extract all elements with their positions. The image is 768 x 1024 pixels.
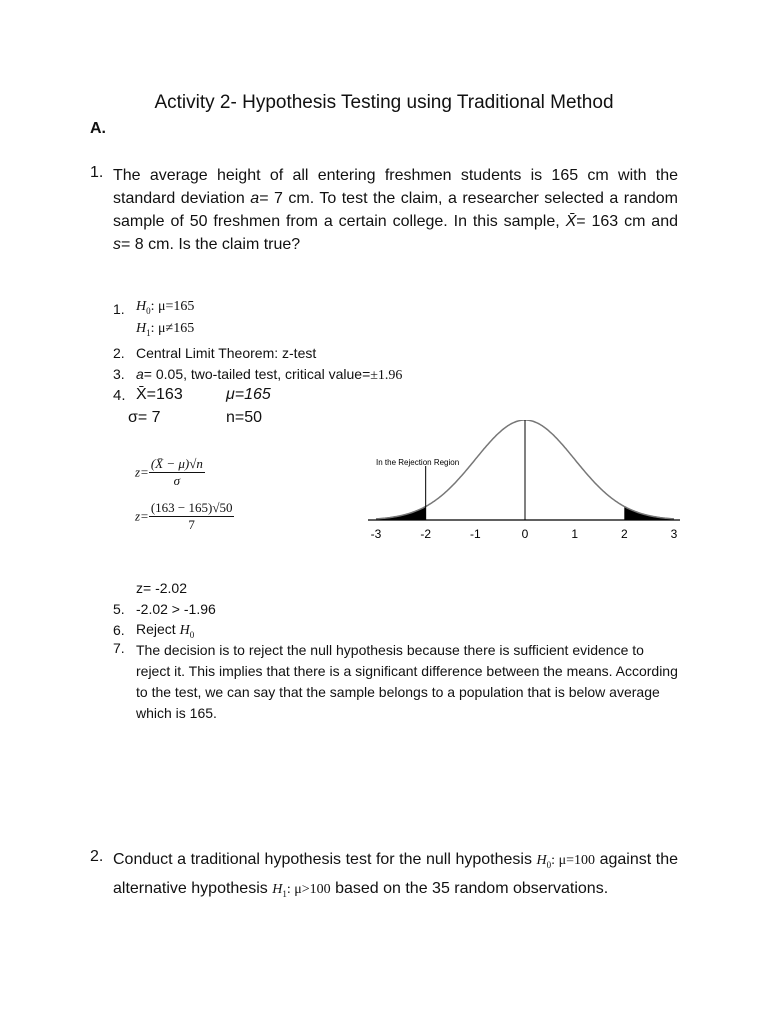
null-hypothesis: $H_0$: μ=165 — [136, 299, 195, 316]
step-2-text: Central Limit Theorem: z-test — [136, 345, 317, 361]
step-7-number: 7. — [113, 640, 125, 656]
x-tick-label: -2 — [420, 527, 432, 541]
z-formula: z= $\frac{(X̄ - \mu)√n}{\sigma}$ — [135, 456, 203, 488]
x-tick-label: 2 — [620, 527, 628, 541]
question-2-text: Conduct a traditional hypothesis test for the null hypothesis $H_0$: μ=100 against the alternative hypothesis $H_1$: μ>100 based on the 35 random observations. — [113, 851, 678, 899]
question-2-number: 2. — [90, 848, 104, 865]
step-3-number: 3. — [113, 366, 125, 382]
normal-curve-chart — [368, 420, 680, 548]
x-tick-label: 1 — [571, 527, 579, 541]
rejection-region-annotation: In the Rejection Region — [376, 458, 460, 467]
step-5-number: 5. — [113, 601, 125, 617]
sample-size: n=50 — [226, 409, 263, 426]
step-1-number: 1. — [113, 301, 125, 317]
z-result: z= -2.02 — [136, 580, 187, 596]
step-7-text: The decision is to reject the null hypothesis because there is sufficient evidence to reject it. This implies that there is a significant difference between the means. According to the test, we can say that the sample belongs to a population that is below average which is 165. — [136, 642, 678, 721]
step-2-number: 2. — [113, 345, 125, 361]
alternative-hypothesis: $H_1$: μ≠165 — [136, 321, 195, 338]
step-4-number: 4. — [113, 387, 126, 404]
step-5-text: -2.02 > -1.96 — [136, 601, 216, 617]
step-6-number: 6. — [113, 622, 125, 638]
x-tick-label: -3 — [370, 527, 382, 541]
question-1-number: 1. — [90, 164, 104, 181]
question-1-text: The average height of all entering freshmen students is 165 cm with the standard deviation a= 7 cm. To test the claim, a researcher selected a random sample of 50 freshmen from a certain college. In this sample, X̄= 163 cm and s= 8 cm. Is the claim true? — [113, 167, 679, 253]
step-3-text: a= 0.05, two-tailed test, critical value=±1.96 — [136, 366, 403, 383]
section-label: A. — [90, 120, 106, 137]
population-mean: μ=165 — [226, 386, 271, 403]
x-tick-label: 0 — [521, 527, 529, 541]
x-tick-label: -1 — [469, 527, 481, 541]
sample-mean: X̄=163 — [136, 386, 183, 403]
x-tick-label: 3 — [670, 527, 678, 541]
z-substitution: z= $\frac{(163 - 165)√50}{7}$ — [135, 500, 233, 532]
sigma-value: σ= 7 — [128, 409, 161, 426]
page-title: Activity 2- Hypothesis Testing using Traditional Method — [154, 92, 614, 113]
step-6-text: Reject $H_0$ — [136, 621, 195, 640]
